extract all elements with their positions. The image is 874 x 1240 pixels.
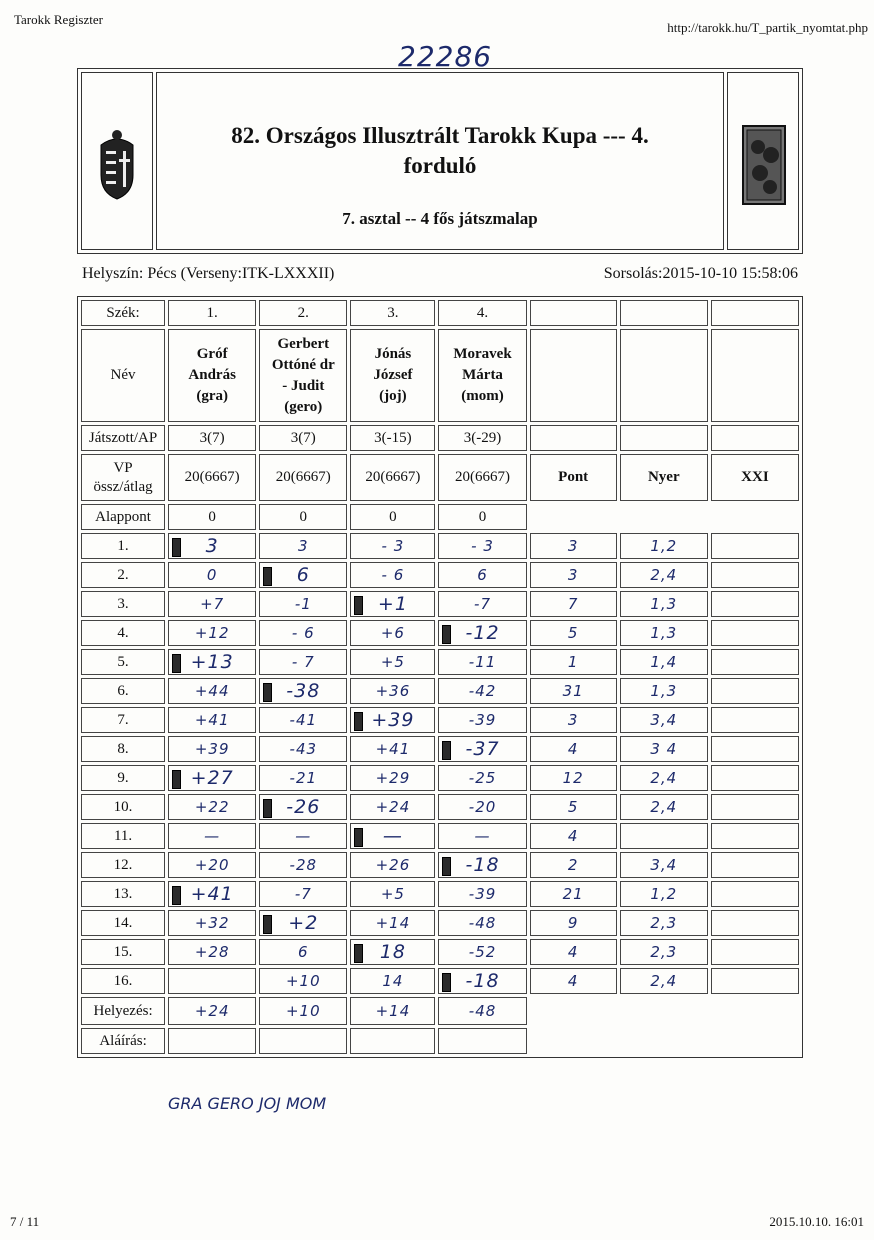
title-panel <box>156 72 724 250</box>
round-score-player-4: -48 <box>438 910 526 936</box>
dealer-marker-icon <box>263 799 272 818</box>
round-nyer: 3,4 <box>620 707 708 733</box>
round-score-player-4: -11 <box>438 649 526 675</box>
round-score-player-4: -52 <box>438 939 526 965</box>
round-score-player-2: 6 <box>259 939 347 965</box>
round-nyer: 2,3 <box>620 910 708 936</box>
empty-cell <box>711 425 799 451</box>
vp-3: 20(6667) <box>350 454 435 501</box>
round-nyer: 3,4 <box>620 852 708 878</box>
round-score-player-3: +5 <box>350 881 435 907</box>
nyer-header: Nyer <box>620 454 708 501</box>
signature-row <box>81 1028 799 1054</box>
round-number: 1. <box>81 533 165 559</box>
round-nyer <box>620 823 708 849</box>
round-xxi <box>711 649 799 675</box>
round-rows <box>81 533 799 994</box>
round-pont: 12 <box>530 765 617 791</box>
round-nyer: 1,4 <box>620 649 708 675</box>
round-score-player-3: +26 <box>350 852 435 878</box>
round-pont: 4 <box>530 939 617 965</box>
round-pont: 4 <box>530 823 617 849</box>
round-score-player-4: -25 <box>438 765 526 791</box>
round-score-player-1: +28 <box>168 939 256 965</box>
dealer-marker-icon <box>442 857 451 876</box>
placement-4: -48 <box>438 997 526 1025</box>
page-counter: 7 / 11 <box>10 1214 40 1229</box>
placement-1: +24 <box>168 997 256 1025</box>
base-3: 0 <box>350 504 435 530</box>
dealer-marker-icon <box>442 973 451 992</box>
dealer-marker-icon <box>172 770 181 789</box>
dealer-marker-icon <box>354 596 363 615</box>
round-row <box>81 707 799 733</box>
player-name-4: Moravek Márta (mom) <box>438 329 526 422</box>
round-row <box>81 910 799 936</box>
round-score-player-2: -26 <box>259 794 347 820</box>
round-score-player-3: +36 <box>350 678 435 704</box>
round-xxi <box>711 852 799 878</box>
empty-cell <box>620 425 708 451</box>
round-score-player-1: +44 <box>168 678 256 704</box>
round-score-player-2: - 6 <box>259 620 347 646</box>
round-xxi <box>711 562 799 588</box>
round-xxi <box>711 881 799 907</box>
title-line-1: 82. Országos Illusztrált Tarokk Kupa --- 4. <box>231 123 649 148</box>
round-number: 5. <box>81 649 165 675</box>
round-score-player-2: 3 <box>259 533 347 559</box>
coat-of-arms-icon <box>95 123 139 203</box>
round-score-player-3: +6 <box>350 620 435 646</box>
placement-row <box>81 997 799 1025</box>
round-score-player-3: +39 <box>350 707 435 733</box>
round-number: 4. <box>81 620 165 646</box>
blank-cell <box>620 1028 708 1054</box>
played-label: Játszott/AP <box>81 425 165 451</box>
round-score-player-2: -7 <box>259 881 347 907</box>
placement-2: +10 <box>259 997 347 1025</box>
round-score-player-4: 6 <box>438 562 526 588</box>
round-score-player-2: 6 <box>259 562 347 588</box>
page-url: http://tarokk.hu/T_partik_nyomtat.php <box>667 20 868 35</box>
base-1: 0 <box>168 504 256 530</box>
round-number: 2. <box>81 562 165 588</box>
signature-1 <box>168 1028 256 1054</box>
dealer-marker-icon <box>172 538 181 557</box>
round-pont: 3 <box>530 533 617 559</box>
round-nyer: 2,3 <box>620 939 708 965</box>
round-score-player-4: -37 <box>438 736 526 762</box>
round-score-player-4: -18 <box>438 968 526 994</box>
blank-cell <box>620 504 708 530</box>
empty-cell <box>530 300 617 326</box>
round-xxi <box>711 794 799 820</box>
round-nyer: 2,4 <box>620 794 708 820</box>
round-score-player-2: +2 <box>259 910 347 936</box>
round-row <box>81 765 799 791</box>
round-score-player-2: -1 <box>259 591 347 617</box>
round-xxi <box>711 910 799 936</box>
round-nyer: 2,4 <box>620 765 708 791</box>
round-row <box>81 736 799 762</box>
round-pont: 2 <box>530 852 617 878</box>
round-number: 12. <box>81 852 165 878</box>
played-4: 3(-29) <box>438 425 526 451</box>
round-score-player-1: 3 <box>168 533 256 559</box>
round-xxi <box>711 591 799 617</box>
round-score-player-1: +7 <box>168 591 256 617</box>
round-number: 10. <box>81 794 165 820</box>
round-score-player-1 <box>168 968 256 994</box>
dealer-marker-icon <box>172 654 181 673</box>
round-xxi <box>711 678 799 704</box>
round-nyer: 3 4 <box>620 736 708 762</box>
round-score-player-2: +10 <box>259 968 347 994</box>
round-pont: 3 <box>530 562 617 588</box>
round-row <box>81 881 799 907</box>
round-number: 13. <box>81 881 165 907</box>
location-info: Helyszín: Pécs (Verseny:ITK-LXXXII) <box>82 265 335 282</box>
dealer-marker-icon <box>354 712 363 731</box>
played-1: 3(7) <box>168 425 256 451</box>
round-number: 7. <box>81 707 165 733</box>
emblem-panel <box>81 72 153 250</box>
round-score-player-1: — <box>168 823 256 849</box>
signature-2 <box>259 1028 347 1054</box>
print-datetime: 2015.10.10. 16:01 <box>769 1214 864 1229</box>
blank-cell <box>711 504 799 530</box>
round-score-player-4: — <box>438 823 526 849</box>
round-score-player-1: +32 <box>168 910 256 936</box>
handwritten-doc-number: 22286 <box>398 40 493 73</box>
round-xxi <box>711 765 799 791</box>
round-nyer: 1,2 <box>620 533 708 559</box>
seat-label: Szék: <box>81 300 165 326</box>
round-score-player-1: +20 <box>168 852 256 878</box>
round-number: 8. <box>81 736 165 762</box>
site-name: Tarokk Regiszter <box>14 12 103 27</box>
round-score-player-4: - 3 <box>438 533 526 559</box>
round-score-player-1: +41 <box>168 881 256 907</box>
round-nyer: 2,4 <box>620 562 708 588</box>
round-score-player-2: - 7 <box>259 649 347 675</box>
round-nyer: 1,3 <box>620 620 708 646</box>
round-xxi <box>711 533 799 559</box>
round-row <box>81 823 799 849</box>
round-row <box>81 562 799 588</box>
round-score-player-2: -43 <box>259 736 347 762</box>
round-pont: 4 <box>530 968 617 994</box>
signature-label: Aláírás: <box>81 1028 165 1054</box>
round-score-player-3: - 6 <box>350 562 435 588</box>
round-score-player-4: -42 <box>438 678 526 704</box>
score-sheet <box>77 296 803 1058</box>
blank-cell <box>620 997 708 1025</box>
blank-cell <box>530 1028 617 1054</box>
dealer-marker-icon <box>354 828 363 847</box>
round-score-player-2: -21 <box>259 765 347 791</box>
placement-label: Helyezés: <box>81 997 165 1025</box>
name-row <box>81 329 799 422</box>
round-row <box>81 794 799 820</box>
blank-cell <box>530 997 617 1025</box>
seat-1: 1. <box>168 300 256 326</box>
round-score-player-3: 18 <box>350 939 435 965</box>
round-score-player-1: +27 <box>168 765 256 791</box>
round-score-player-2: — <box>259 823 347 849</box>
round-pont: 9 <box>530 910 617 936</box>
round-number: 16. <box>81 968 165 994</box>
seat-2: 2. <box>259 300 347 326</box>
round-score-player-3: - 3 <box>350 533 435 559</box>
seat-4: 4. <box>438 300 526 326</box>
placement-3: +14 <box>350 997 435 1025</box>
round-pont: 1 <box>530 649 617 675</box>
round-score-player-1: +12 <box>168 620 256 646</box>
empty-cell <box>530 425 617 451</box>
blank-cell <box>530 504 617 530</box>
round-score-player-4: -39 <box>438 881 526 907</box>
dealer-marker-icon <box>442 741 451 760</box>
dealer-marker-icon <box>172 886 181 905</box>
dealer-marker-icon <box>263 683 272 702</box>
vp-4: 20(6667) <box>438 454 526 501</box>
round-nyer: 2,4 <box>620 968 708 994</box>
seat-row <box>81 300 799 326</box>
round-pont: 5 <box>530 620 617 646</box>
table-subtitle: 7. asztal -- 4 fős játszmalap <box>342 209 538 228</box>
round-score-player-3: +24 <box>350 794 435 820</box>
empty-cell <box>530 329 617 422</box>
round-score-player-1: +13 <box>168 649 256 675</box>
draw-timestamp: Sorsolás:2015-10-10 15:58:06 <box>603 265 798 282</box>
round-score-player-2: -28 <box>259 852 347 878</box>
player-name-1: Gróf András (gra) <box>168 329 256 422</box>
round-pont: 21 <box>530 881 617 907</box>
base-4: 0 <box>438 504 526 530</box>
round-score-player-4: -39 <box>438 707 526 733</box>
round-row <box>81 852 799 878</box>
dealer-marker-icon <box>263 915 272 934</box>
empty-cell <box>711 300 799 326</box>
round-xxi <box>711 823 799 849</box>
round-row <box>81 968 799 994</box>
round-score-player-3: +1 <box>350 591 435 617</box>
vp-1: 20(6667) <box>168 454 256 501</box>
dealer-marker-icon <box>263 567 272 586</box>
round-score-player-1: +41 <box>168 707 256 733</box>
pont-header: Pont <box>530 454 617 501</box>
empty-cell <box>620 329 708 422</box>
title-box <box>77 68 803 254</box>
signature-4 <box>438 1028 526 1054</box>
round-row <box>81 591 799 617</box>
empty-cell <box>620 300 708 326</box>
round-pont: 3 <box>530 707 617 733</box>
title-line-2: forduló <box>403 153 477 178</box>
round-pont: 31 <box>530 678 617 704</box>
round-row <box>81 678 799 704</box>
handwritten-initials: GRA GERO JOJ MOM <box>168 1094 327 1113</box>
played-3: 3(-15) <box>350 425 435 451</box>
vp-label: VP össz/átlag <box>81 454 165 501</box>
round-score-player-2: -41 <box>259 707 347 733</box>
vp-2: 20(6667) <box>259 454 347 501</box>
dealer-marker-icon <box>354 944 363 963</box>
round-pont: 4 <box>530 736 617 762</box>
played-row <box>81 425 799 451</box>
player-name-3: Jónás József (joj) <box>350 329 435 422</box>
round-score-player-3: — <box>350 823 435 849</box>
round-number: 6. <box>81 678 165 704</box>
round-score-player-1: +39 <box>168 736 256 762</box>
dealer-marker-icon <box>442 625 451 644</box>
blank-cell <box>711 997 799 1025</box>
card-panel <box>727 72 799 250</box>
round-score-player-3: +29 <box>350 765 435 791</box>
round-pont: 5 <box>530 794 617 820</box>
round-score-player-3: 14 <box>350 968 435 994</box>
name-label: Név <box>81 329 165 422</box>
round-score-player-4: -7 <box>438 591 526 617</box>
round-row <box>81 649 799 675</box>
round-score-player-1: +22 <box>168 794 256 820</box>
round-score-player-4: -20 <box>438 794 526 820</box>
round-xxi <box>711 707 799 733</box>
round-number: 9. <box>81 765 165 791</box>
round-pont: 7 <box>530 591 617 617</box>
round-score-player-3: +41 <box>350 736 435 762</box>
round-xxi <box>711 620 799 646</box>
round-row <box>81 939 799 965</box>
player-name-2: Gerbert Ottóné dr - Judit (gero) <box>259 329 347 422</box>
round-row <box>81 620 799 646</box>
signature-3 <box>350 1028 435 1054</box>
round-score-player-4: -18 <box>438 852 526 878</box>
round-score-player-4: -12 <box>438 620 526 646</box>
empty-cell <box>711 329 799 422</box>
round-number: 3. <box>81 591 165 617</box>
base-row <box>81 504 799 530</box>
tarot-card-icon <box>742 125 786 205</box>
round-nyer: 1,3 <box>620 678 708 704</box>
blank-cell <box>711 1028 799 1054</box>
played-2: 3(7) <box>259 425 347 451</box>
round-xxi <box>711 736 799 762</box>
round-xxi <box>711 939 799 965</box>
round-nyer: 1,3 <box>620 591 708 617</box>
round-score-player-1: 0 <box>168 562 256 588</box>
base-label: Alappont <box>81 504 165 530</box>
round-xxi <box>711 968 799 994</box>
base-2: 0 <box>259 504 347 530</box>
vp-row <box>81 454 799 501</box>
round-score-player-3: +14 <box>350 910 435 936</box>
round-nyer: 1,2 <box>620 881 708 907</box>
round-row <box>81 533 799 559</box>
xxi-header: XXI <box>711 454 799 501</box>
seat-3: 3. <box>350 300 435 326</box>
tournament-title <box>157 121 723 181</box>
round-score-player-3: +5 <box>350 649 435 675</box>
round-number: 11. <box>81 823 165 849</box>
round-number: 15. <box>81 939 165 965</box>
round-score-player-2: -38 <box>259 678 347 704</box>
round-number: 14. <box>81 910 165 936</box>
